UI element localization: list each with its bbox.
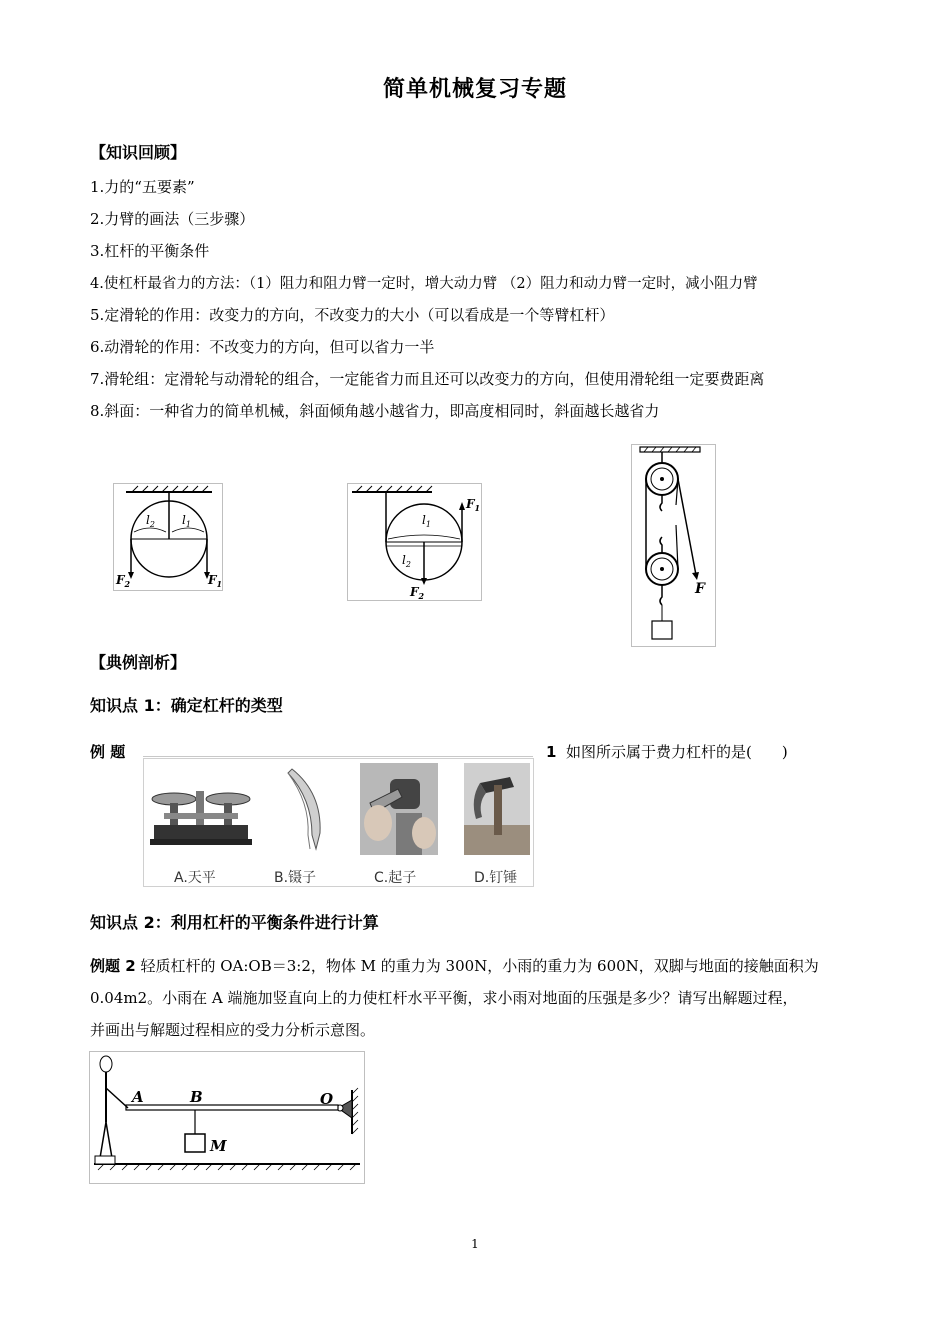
lever-label-O: O bbox=[320, 1090, 334, 1108]
example1-divider bbox=[143, 756, 533, 757]
example2-line-1 bbox=[90, 950, 880, 982]
example2-line-2: 0.04m2。小雨在 A 端施加竖直向上的力使杠杆水平平衡，求小雨对地面的压强是多少？请写出解题过程， bbox=[90, 989, 798, 1007]
lever-label-M: M bbox=[210, 1137, 227, 1155]
fig1-l2-label: l bbox=[146, 513, 150, 527]
fig1-l1-sub: 1 bbox=[185, 520, 191, 529]
example1-question: 如图所示属于费力杠杆的是( ) bbox=[565, 743, 788, 761]
example1-number: 1 bbox=[546, 743, 557, 761]
fig2-F1-sub: 1 bbox=[474, 503, 481, 513]
option-a-label: A.天平 bbox=[174, 870, 216, 886]
svg-text:l2 bbox=[402, 553, 411, 569]
svg-text:F2 bbox=[115, 573, 131, 589]
example2-label: 例题 2 bbox=[90, 957, 136, 975]
lever-label-B: B bbox=[190, 1088, 203, 1106]
page-number: 1 bbox=[471, 1237, 479, 1251]
review-item-3: 3.杠杆的平衡条件 bbox=[90, 242, 210, 260]
option-c-label: C.起子 bbox=[374, 870, 417, 886]
example2-text-1: 轻质杠杆的 OA:OB＝3:2，物体 M 的重力为 300N，小雨的重力为 600N，双脚与地面的接触面积为 bbox=[140, 957, 819, 975]
fig2-F2-label: F bbox=[410, 585, 419, 599]
lever-label-A: A bbox=[132, 1088, 144, 1106]
lever-diagram bbox=[90, 1052, 364, 1183]
lever-figure bbox=[89, 1051, 365, 1184]
pulley-block-diagram bbox=[632, 445, 715, 646]
svg-text:F2 bbox=[409, 585, 425, 600]
review-item-4: 4.使杠杆最省力的方法：（1）阻力和阻力臂一定时，增大动力臂 （2）阻力和动力臂一定时，减小阻力臂 bbox=[90, 276, 758, 292]
fig1-F2-sub: 2 bbox=[124, 579, 131, 589]
option-b-label: B.镊子 bbox=[274, 870, 317, 886]
svg-text:l1 bbox=[422, 513, 431, 529]
knowledge-review-heading: 【知识回顾】 bbox=[90, 143, 187, 162]
kp1-title: 知识点 1：确定杠杆的类型 bbox=[90, 696, 283, 715]
movable-pulley-diagram bbox=[348, 484, 481, 600]
fig2-F2-sub: 2 bbox=[418, 591, 425, 600]
fig2-l2-sub: 2 bbox=[405, 560, 411, 569]
example2-line-3: 并画出与解题过程相应的受力分析示意图。 bbox=[90, 1021, 376, 1039]
review-item-7: 7.滑轮组：定滑轮与动滑轮的组合，一定能省力而且还可以改变力的方向，但使用滑轮组一定要费距离 bbox=[90, 370, 765, 388]
option-d-label: D.钉锤 bbox=[474, 870, 518, 886]
review-item-2: 2.力臂的画法（三步骤） bbox=[90, 210, 255, 228]
example1-question-row bbox=[546, 741, 788, 762]
review-item-6: 6.动滑轮的作用：不改变力的方向，但可以省力一半 bbox=[90, 338, 435, 356]
option-c-bottle-opener-image bbox=[360, 763, 438, 855]
example2-text bbox=[90, 950, 880, 1046]
fig2-F1-label: F bbox=[466, 497, 475, 511]
svg-text:F1 bbox=[207, 573, 222, 589]
fig1-F2-label: F bbox=[116, 573, 125, 587]
pulley-block-figure bbox=[631, 444, 716, 647]
examples-heading: 【典例剖析】 bbox=[90, 653, 187, 672]
example1-label: 例 题 bbox=[90, 743, 126, 761]
option-d-claw-hammer-image bbox=[464, 763, 530, 855]
kp2-title: 知识点 2：利用杠杆的平衡条件进行计算 bbox=[90, 913, 379, 932]
example1-options-figure bbox=[143, 758, 534, 887]
option-b-tweezers-image bbox=[262, 763, 352, 855]
page-title: 简单机械复习专题 bbox=[382, 77, 567, 102]
svg-text:l2 bbox=[146, 513, 155, 529]
fig2-l2-label: l bbox=[402, 553, 406, 567]
review-item-8: 8.斜面：一种省力的简单机械，斜面倾角越小越省力，即高度相同时，斜面越长越省力 bbox=[90, 402, 660, 420]
fig2-l1-label: l bbox=[422, 513, 426, 527]
fig3-F-label: F bbox=[695, 581, 705, 597]
review-item-1: 1.力的“五要素” bbox=[90, 178, 195, 196]
fig2-l1-sub: 1 bbox=[425, 520, 431, 529]
fixed-pulley-diagram bbox=[114, 484, 222, 590]
review-item-5: 5.定滑轮的作用：改变力的方向，不改变力的大小（可以看成是一个等臂杠杆） bbox=[90, 306, 615, 324]
fig1-l1-label: l bbox=[182, 513, 186, 527]
fig1-l2-sub: 2 bbox=[149, 520, 155, 529]
fixed-pulley-figure bbox=[113, 483, 223, 591]
fig1-F1-sub: 1 bbox=[216, 579, 222, 589]
option-a-balance-image bbox=[146, 769, 254, 853]
fig1-F1-label: F bbox=[208, 573, 217, 587]
svg-text:l1 bbox=[182, 513, 191, 529]
svg-text:F1 bbox=[465, 497, 480, 513]
movable-pulley-figure bbox=[347, 483, 482, 601]
